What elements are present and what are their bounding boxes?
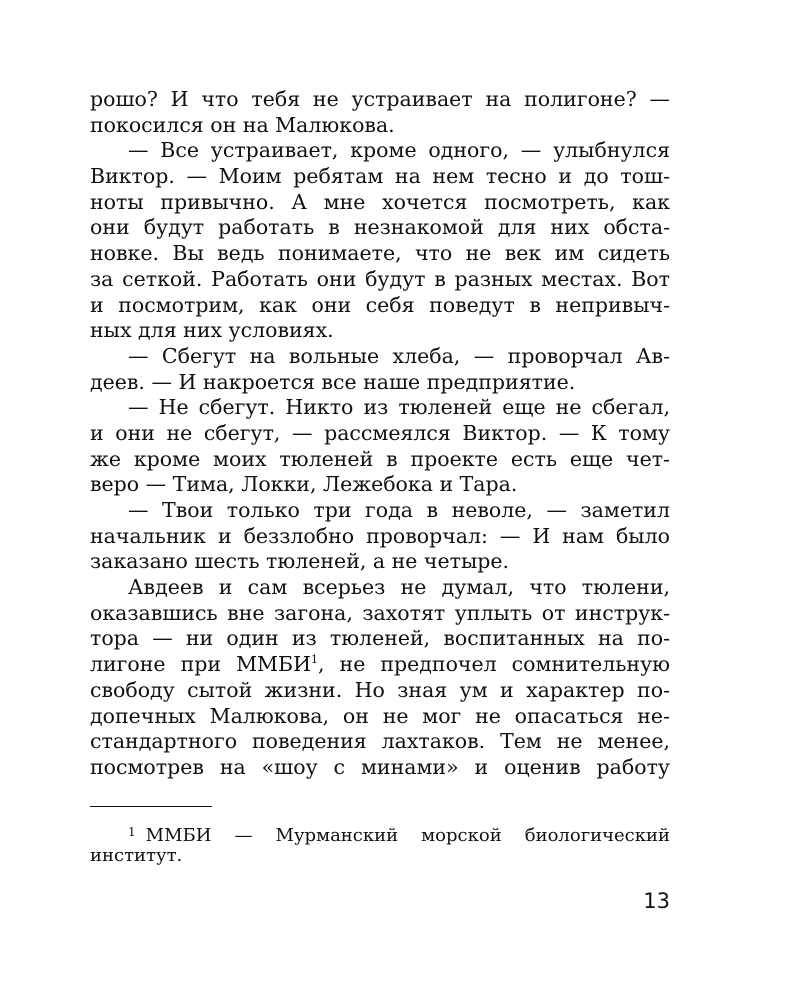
text-line: — Твои только три года в неволе, — заметил [128, 498, 670, 522]
text-line: рошо? И что тебя не устраивает на полигоне? — [90, 87, 670, 111]
text-line: свободу сытой жизни. Но зная ум и характер по- [90, 677, 670, 702]
text-line: деев. — И накроется все наше предприятие. [90, 369, 576, 394]
text-line: новке. Вы ведь понимаете, что не век им сидеть [90, 241, 670, 266]
text-line: веро — Тима, Локки, Лежебока и Тара. [90, 472, 518, 497]
text-line: тора — ни один из тюленей, воспитанных на по- [90, 626, 670, 651]
body-text [90, 87, 670, 781]
text-line: ноты привычно. А мне хочется посмотреть, как [90, 189, 670, 214]
text-line: и посмотрим, как они себя поведут в непривыч- [90, 292, 670, 317]
text-line: ных для них условиях. [90, 318, 334, 343]
text-line-with-footnote-ref [90, 652, 670, 678]
text-line: заказано шесть тюленей, а не четыре. [90, 549, 510, 574]
text-line: за сеткой. Работать они будут в разных местах. Вот [90, 266, 670, 291]
text-line: — Не сбегут. Никто из тюленей еще не сбегал, [128, 395, 670, 420]
text-line: — Все устраивает, кроме одного, — улыбнулся [128, 138, 670, 163]
footnote-mark: 1 [128, 825, 136, 839]
text-line: допечных Малюкова, он не мог не опасаться не- [90, 703, 670, 728]
text-line: — Сбегут на вольные хлеба, — проворчал Ав- [128, 343, 670, 368]
footnote-line: институт. [90, 845, 183, 866]
footnote [90, 820, 670, 868]
text-line: они будут работать в незнакомой для них обста- [90, 215, 670, 240]
text-line: стандартного поведения лахтаков. Тем не менее, [90, 729, 670, 754]
footnote-reference[interactable]: 1 [311, 653, 318, 667]
page-number: 13 [643, 889, 670, 913]
text-line: покосился он на Малюкова. [90, 112, 395, 137]
text-line: начальник и беззлобно проворчал: — И нам было [90, 523, 670, 548]
footnote-line [90, 820, 670, 844]
text-line: Виктор. — Моим ребятам на нем тесно и до тош- [90, 164, 670, 189]
footnote-divider [90, 806, 212, 807]
text-line: оказавшись вне загона, захотят уплыть от инструк- [90, 600, 670, 625]
text-segment: , не предпочел сомнительную [318, 652, 670, 677]
text-segment: лигоне при ММБИ [90, 652, 311, 677]
text-line: же кроме моих тюленей в проекте есть еще чет- [90, 446, 670, 471]
text-line: и они не сбегут, — рассмеялся Виктор. — К тому [90, 420, 670, 445]
text-line: Авдеев и сам всерьез не думал, что тюлени, [128, 575, 670, 600]
footnote-text: ММБИ — Мурманский морской биологический [145, 825, 670, 846]
text-line: посмотрев на «шоу с минами» и оценив работу [90, 754, 670, 779]
